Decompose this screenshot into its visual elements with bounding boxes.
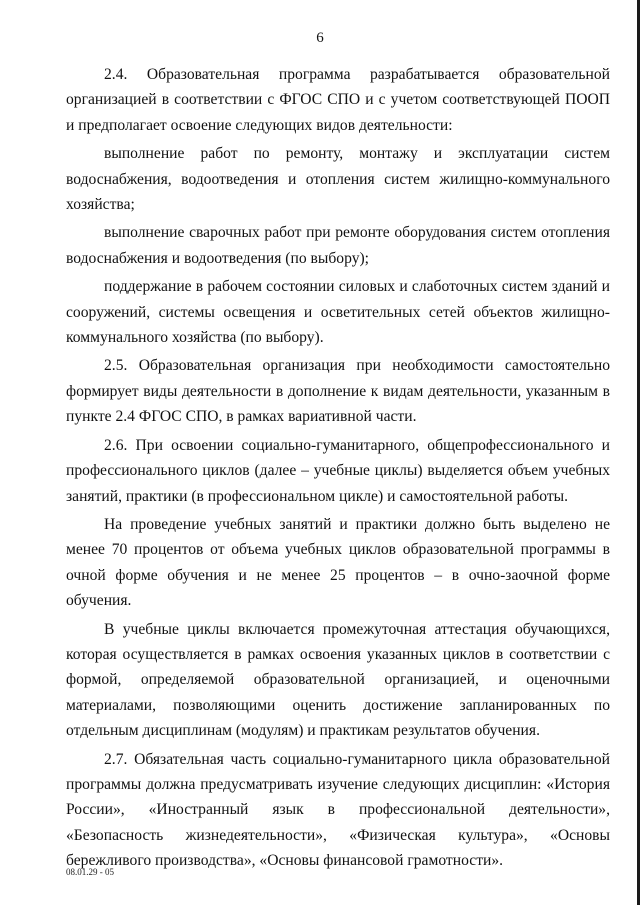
paragraph-2-4: 2.4. Образовательная программа разрабатывается образовательной организацией в соответствии с ФГОС СПО и с учетом соответствующей ПООП и предполагает освоение следующих видов деятельности: <box>66 66 610 134</box>
paragraph-2-6: 2.6. При освоении социально-гуманитарного, общепрофессионального и профессионального циклов (далее – учебные циклы) выделяется объем учебных занятий, практики (в профессиональном цикле) и самостоятельной работы. <box>66 436 610 505</box>
paragraph-activity-2: выполнение сварочных работ при ремонте оборудования систем отопления водоснабжения и водоотведения (по выбору); <box>66 224 610 267</box>
paragraph-activity-3: поддержание в рабочем состоянии силовых и слаботочных систем зданий и сооружений, системы освещения и осветительных сетей объектов жилищно-коммунального хозяйства (по выбору). <box>66 278 610 347</box>
document-body <box>66 62 610 877</box>
paragraph-hours: На проведение учебных занятий и практики должно быть выделено не менее 70 процентов от объема учебных циклов образовательной программы в очной форме обучения и не менее 25 процентов – в очно-заочной форме обучения. <box>66 515 610 610</box>
paragraph-activity-1: выполнение работ по ремонту, монтажу и эксплуатации систем водоснабжения, водоотведения и отопления систем жилищно-коммунального хозяйства; <box>66 145 610 214</box>
paragraph-attestation: В учебные циклы включается промежуточная аттестация обучающихся, которая осуществляется в рамках освоения указанных циклов в соответствии с формой, определяемой образовательной организацией, и оценочными материалами, позволяющими оценить достижение запланированных по отдельным дисциплинам (модулям) и практикам результатов обучения. <box>66 620 610 740</box>
footer-code: 08.01.29 - 05 <box>66 867 114 877</box>
paragraph-2-7: 2.7. Обязательная часть социально-гуманитарного цикла образовательной программы должна предусматривать изучение следующих дисциплин: «История России», «Иностранный язык в профессиональной деятельности», «Безопасность жизнедеятельности», «Физическая культура», «Основы бережливого производства», «Основы финансовой грамотности». <box>66 750 610 870</box>
page-number: 6 <box>316 30 324 46</box>
paragraph-2-5: 2.5. Образовательная организация при необходимости самостоятельно формирует виды деятельности в дополнение к видам деятельности, указанным в пункте 2.4 ФГОС СПО, в рамках вариативной части. <box>66 357 610 426</box>
